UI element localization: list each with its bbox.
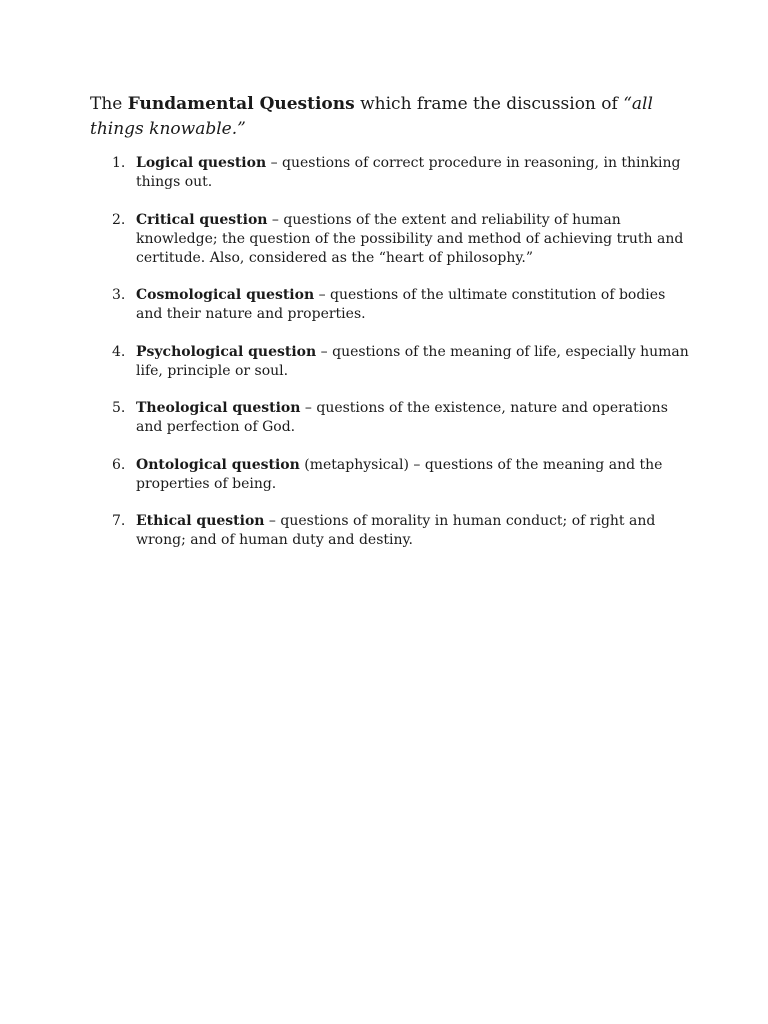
question-number: 5.	[112, 400, 126, 416]
question-item-ethical	[90, 512, 690, 550]
question-number: 7.	[112, 513, 126, 529]
document-heading	[90, 92, 690, 142]
question-number: 1.	[112, 155, 126, 171]
question-term: Psychological question	[136, 343, 317, 360]
question-item-psychological	[90, 343, 690, 381]
question-text: – questions of the ultimate constitution of bodies and their nature and properties.	[136, 287, 666, 322]
question-text: – questions of the meaning and the properties of being.	[136, 456, 663, 492]
question-text: – questions of the meaning of life, especially human life, principle or soul.	[136, 343, 689, 379]
question-number: 2.	[112, 211, 126, 228]
questions-list	[90, 154, 690, 569]
question-item-theological	[90, 399, 690, 437]
question-item-logical	[90, 154, 690, 192]
question-term: Ethical question	[136, 513, 265, 529]
question-number: 6.	[112, 456, 126, 473]
question-item-critical	[90, 211, 690, 268]
question-term: Ontological question	[136, 456, 300, 473]
question-note: (metaphysical)	[299, 456, 409, 473]
question-text: – questions of the existence, nature and operations and perfection of God.	[136, 400, 668, 435]
question-text: – questions of morality in human conduct; of right and wrong; and of human duty and destiny.	[136, 513, 656, 548]
question-number: 3.	[112, 287, 126, 303]
question-item-ontological	[90, 456, 690, 494]
question-text: – questions of correct procedure in reasoning, in thinking things out.	[136, 155, 681, 190]
question-number: 4.	[112, 343, 126, 360]
heading-prefix: The	[90, 94, 128, 114]
question-text: – questions of the extent and reliability of human knowledge; the question of the possibility and method of achieving truth and certitude. Also, considered as the “heart of philosophy.”	[136, 211, 684, 266]
question-item-cosmological	[90, 286, 690, 324]
heading-middle: which frame the discussion of	[354, 94, 624, 114]
question-term: Theological question	[136, 400, 301, 416]
question-term: Critical question	[136, 211, 268, 228]
question-term: Logical question	[136, 155, 267, 171]
heading-bold-term: Fundamental Questions	[127, 94, 355, 114]
question-term: Cosmological question	[136, 287, 315, 303]
heading-quote: “all things knowable.”	[90, 94, 653, 139]
